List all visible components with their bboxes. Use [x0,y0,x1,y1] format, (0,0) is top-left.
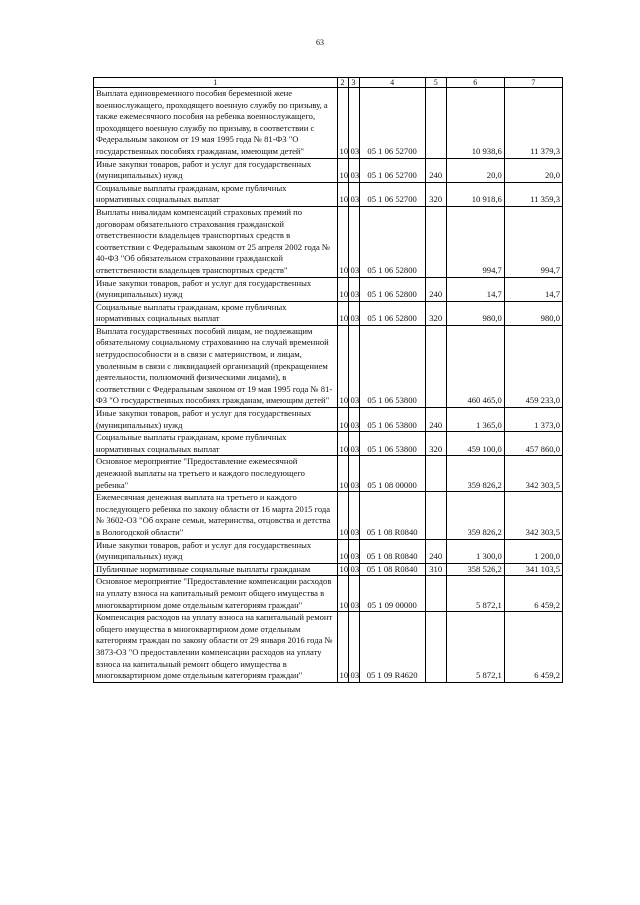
row-section: 10 [337,563,348,576]
row-expense-type: 240 [425,277,446,301]
header-cell: 1 [94,78,338,88]
table-row [94,325,563,407]
row-amount-year2: 11 359,3 [504,182,562,206]
row-amount-year2: 980,0 [504,301,562,325]
table-row [94,277,563,301]
table-row [94,492,563,539]
row-amount-year1: 980,0 [446,301,504,325]
row-target-article: 05 1 08 R0840 [359,492,425,539]
row-target-article: 05 1 08 00000 [359,456,425,492]
row-section: 10 [337,206,348,277]
row-section: 10 [337,539,348,563]
row-name: Социальные выплаты гражданам, кроме публичных нормативных социальных выплат [94,432,338,456]
row-subsection: 03 [348,301,359,325]
row-name: Выплата государственных пособий лицам, не подлежащим обязательному социальному страхованию на случай временной нетрудоспособности и в связи с материнством, и лицам, уволенным в связи с ликвидацией организаций (прекращением деятельности, полномочий физическими лицами), в соответствии с Федеральным законом от 19 мая 1995 года № 81-ФЗ "О государственных пособиях гражданам, имеющим детей" [94,325,338,407]
row-amount-year1: 14,7 [446,277,504,301]
row-section: 10 [337,576,348,612]
row-name: Иные закупки товаров, работ и услуг для государственных (муниципальных) нужд [94,158,338,182]
row-expense-type [425,88,446,159]
row-amount-year2: 1 200,0 [504,539,562,563]
row-amount-year2: 459 233,0 [504,325,562,407]
header-cell: 2 [337,78,348,88]
row-amount-year1: 10 918,6 [446,182,504,206]
row-amount-year2: 457 860,0 [504,432,562,456]
table-row [94,158,563,182]
row-amount-year2: 994,7 [504,206,562,277]
row-amount-year1: 358 526,2 [446,563,504,576]
table-row [94,563,563,576]
row-expense-type: 240 [425,158,446,182]
budget-table [93,77,563,683]
table-row [94,206,563,277]
row-section: 10 [337,432,348,456]
row-subsection: 03 [348,182,359,206]
row-section: 10 [337,182,348,206]
row-expense-type: 320 [425,301,446,325]
row-expense-type: 320 [425,432,446,456]
row-amount-year1: 460 465,0 [446,325,504,407]
row-subsection: 03 [348,206,359,277]
row-subsection: 03 [348,612,359,683]
header-cell: 6 [446,78,504,88]
row-subsection: 03 [348,325,359,407]
row-subsection: 03 [348,432,359,456]
row-amount-year1: 459 100,0 [446,432,504,456]
row-name: Выплаты инвалидам компенсаций страховых премий по договорам обязательного страхования гражданской ответственности владельцев транспортных средств в соответствии с Федеральным законом от 25 апреля 2002 года № 40-ФЗ "Об обязательном страховании гражданской ответственности владельцев транспортных средств" [94,206,338,277]
table-row [94,576,563,612]
row-amount-year1: 1 300,0 [446,539,504,563]
row-target-article: 05 1 09 00000 [359,576,425,612]
row-expense-type: 320 [425,182,446,206]
row-section: 10 [337,301,348,325]
row-target-article: 05 1 06 53800 [359,325,425,407]
row-subsection: 03 [348,492,359,539]
row-expense-type [425,456,446,492]
row-subsection: 03 [348,563,359,576]
row-amount-year2: 6 459,2 [504,576,562,612]
row-name: Основное мероприятие "Предоставление компенсации расходов на уплату взноса на капитальный ремонт общего имущества в многоквартирном доме отдельным категориям граждан" [94,576,338,612]
table-row [94,408,563,432]
row-name: Социальные выплаты гражданам, кроме публичных нормативных социальных выплат [94,182,338,206]
row-amount-year2: 20,0 [504,158,562,182]
row-name: Публичные нормативные социальные выплаты гражданам [94,563,338,576]
row-name: Выплата единовременного пособия беременной жене военнослужащего, проходящего военную службу по призыву, а также ежемесячного пособия на ребенка военнослужащего, проходящего военную службу по призыву, в соответствии с Федеральным законом от 19 мая 1995 года № 81-ФЗ "О государственных пособиях гражданам, имеющим детей" [94,88,338,159]
row-section: 10 [337,158,348,182]
row-amount-year2: 11 379,3 [504,88,562,159]
row-amount-year1: 5 872,1 [446,612,504,683]
table-row [94,612,563,683]
row-target-article: 05 1 09 R4620 [359,612,425,683]
header-row [94,78,563,88]
header-cell: 3 [348,78,359,88]
row-amount-year1: 10 938,6 [446,88,504,159]
row-target-article: 05 1 06 52800 [359,301,425,325]
row-amount-year1: 994,7 [446,206,504,277]
table-row [94,432,563,456]
table-row [94,539,563,563]
row-section: 10 [337,492,348,539]
row-subsection: 03 [348,539,359,563]
table-row [94,88,563,159]
header-cell: 7 [504,78,562,88]
row-amount-year2: 341 103,5 [504,563,562,576]
table-row [94,301,563,325]
table-body [94,88,563,683]
row-name: Основное мероприятие "Предоставление ежемесячной денежной выплаты на третьего и каждого последующего ребенка" [94,456,338,492]
row-target-article: 05 1 08 R0840 [359,539,425,563]
row-amount-year2: 14,7 [504,277,562,301]
row-target-article: 05 1 06 52800 [359,277,425,301]
row-amount-year2: 342 303,5 [504,456,562,492]
row-name: Иные закупки товаров, работ и услуг для государственных (муниципальных) нужд [94,539,338,563]
row-name: Иные закупки товаров, работ и услуг для государственных (муниципальных) нужд [94,408,338,432]
row-subsection: 03 [348,158,359,182]
row-expense-type: 240 [425,539,446,563]
row-expense-type [425,325,446,407]
row-subsection: 03 [348,88,359,159]
row-amount-year1: 20,0 [446,158,504,182]
header-cell: 5 [425,78,446,88]
row-target-article: 05 1 06 52800 [359,206,425,277]
row-subsection: 03 [348,456,359,492]
row-section: 10 [337,408,348,432]
row-amount-year1: 1 365,0 [446,408,504,432]
row-section: 10 [337,612,348,683]
row-expense-type [425,576,446,612]
row-name: Социальные выплаты гражданам, кроме публичных нормативных социальных выплат [94,301,338,325]
row-expense-type [425,612,446,683]
row-expense-type [425,492,446,539]
page-number: 63 [316,38,324,47]
row-subsection: 03 [348,408,359,432]
row-amount-year1: 5 872,1 [446,576,504,612]
row-amount-year2: 342 303,5 [504,492,562,539]
row-subsection: 03 [348,576,359,612]
row-expense-type: 310 [425,563,446,576]
row-subsection: 03 [348,277,359,301]
row-target-article: 05 1 06 52700 [359,158,425,182]
row-target-article: 05 1 06 52700 [359,88,425,159]
header-cell: 4 [359,78,425,88]
row-section: 10 [337,277,348,301]
row-amount-year2: 6 459,2 [504,612,562,683]
row-target-article: 05 1 06 52700 [359,182,425,206]
row-amount-year1: 359 826,2 [446,456,504,492]
table-row [94,456,563,492]
row-target-article: 05 1 06 53800 [359,408,425,432]
row-expense-type: 240 [425,408,446,432]
row-name: Компенсация расходов на уплату взноса на капитальный ремонт общего имущества в многоквартирном доме отдельным категориям граждан по закону области от 29 января 2016 года № 3873-ОЗ "О предоставлении компенсации расходов на уплату взноса на капитальный ремонт общего имущества в многоквартирном доме отдельным категориям граждан" [94,612,338,683]
row-section: 10 [337,88,348,159]
row-name: Иные закупки товаров, работ и услуг для государственных (муниципальных) нужд [94,277,338,301]
row-section: 10 [337,456,348,492]
row-amount-year1: 359 826,2 [446,492,504,539]
row-target-article: 05 1 08 R0840 [359,563,425,576]
table-row [94,182,563,206]
row-name: Ежемесячная денежная выплата на третьего и каждого последующего ребенка по закону области от 16 марта 2015 года № 3602-ОЗ "Об охране семьи, материнства, отцовства и детства в Вологодской области" [94,492,338,539]
row-section: 10 [337,325,348,407]
row-expense-type [425,206,446,277]
row-amount-year2: 1 373,0 [504,408,562,432]
row-target-article: 05 1 06 53800 [359,432,425,456]
